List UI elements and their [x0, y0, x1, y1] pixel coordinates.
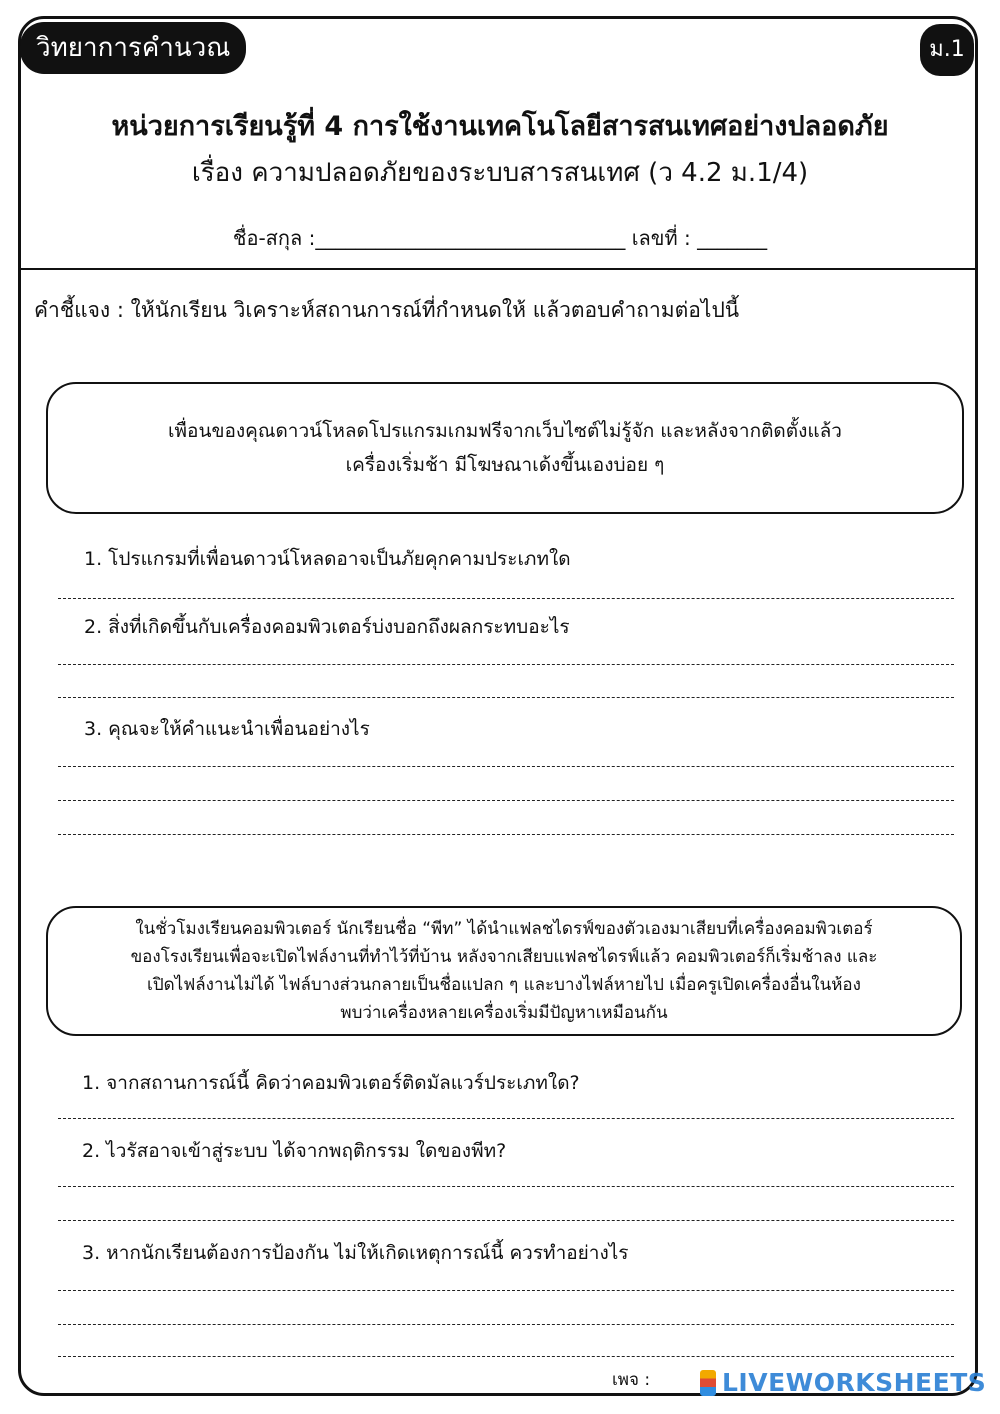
student-info: [40, 222, 960, 254]
liveworksheets-logo-icon: [700, 1370, 716, 1396]
lesson-subtitle: เรื่อง ความปลอดภัยของระบบสารสนเทศ (ว 4.2 ม.1/4): [191, 158, 809, 188]
answer-line[interactable]: [58, 1356, 954, 1357]
subject-badge: วิทยาการคำนวณ: [20, 22, 246, 74]
scenario-1-line: เพื่อนของคุณดาวน์โหลดโปรแกรมเกมฟรีจากเว็บไซต์ไม่รู้จัก และหลังจากติดตั้งแล้ว: [168, 420, 842, 442]
scenario-1-question-3: 3. คุณจะให้คำแนะนำเพื่อนอย่างไร: [84, 718, 370, 740]
scenario-2-text: [131, 915, 878, 1027]
scenario-2-box: [46, 906, 962, 1036]
scenario-2-question-2: 2. ไวรัสอาจเข้าสู่ระบบ ได้จากพฤติกรรม ใดของพีท?: [82, 1140, 507, 1162]
answer-line[interactable]: [58, 800, 954, 801]
footer-credit: เพจ :: [612, 1370, 651, 1390]
name-blank[interactable]: _______________________________: [315, 226, 626, 250]
answer-line[interactable]: [58, 1186, 954, 1187]
scenario-2-question-1: 1. จากสถานการณ์นี้ คิดว่าคอมพิวเตอร์ติดมัลแวร์ประเภทใด?: [82, 1072, 580, 1094]
scenario-1-text: [168, 414, 842, 482]
scenario-2-line: เปิดไฟล์งานไม่ได้ ไฟล์บางส่วนกลายเป็นชื่อแปลก ๆ และบางไฟล์หายไป เมื่อครูเปิดเครื่องอื่นในห้อง: [147, 975, 861, 995]
instructions: คำชี้แจง : ให้นักเรียน วิเคราะห์สถานการณ์ที่กำหนดให้ แล้วตอบคำถามต่อไปนี้: [34, 298, 740, 322]
answer-line[interactable]: [58, 664, 954, 665]
answer-line[interactable]: [58, 1118, 954, 1119]
answer-line[interactable]: [58, 1220, 954, 1221]
watermark-text: LIVEWORKSHEETS: [722, 1368, 987, 1397]
liveworksheets-watermark[interactable]: [700, 1368, 986, 1397]
scenario-2-line: พบว่าเครื่องหลายเครื่องเริ่มมีปัญหาเหมือนกัน: [340, 1003, 668, 1023]
answer-line[interactable]: [58, 697, 954, 698]
number-blank[interactable]: _______: [697, 226, 768, 250]
scenario-1-line: เครื่องเริ่มช้า มีโฆษณาเด้งขึ้นเองบ่อย ๆ: [345, 454, 665, 476]
scenario-1-question-1: 1. โปรแกรมที่เพื่อนดาวน์โหลดอาจเป็นภัยคุกคามประเภทใด: [84, 548, 571, 570]
unit-title: หน่วยการเรียนรู้ที่ 4 การใช้งานเทคโนโลยีสารสนเทศอย่างปลอดภัย: [111, 111, 889, 142]
answer-line[interactable]: [58, 1290, 954, 1291]
answer-line[interactable]: [58, 1324, 954, 1325]
scenario-2-question-3: 3. หากนักเรียนต้องการป้องกัน ไม่ให้เกิดเหตุการณ์นี้ ควรทำอย่างไร: [82, 1242, 629, 1264]
grade-badge: ม.1: [920, 24, 974, 76]
scenario-2-line: ในชั่วโมงเรียนคอมพิวเตอร์ นักเรียนชื่อ “พีท” ได้นำแฟลชไดรฟ์ของตัวเองมาเสียบที่เครื่องคอมพิวเตอร์: [135, 919, 873, 939]
scenario-1-question-2: 2. สิ่งที่เกิดขึ้นกับเครื่องคอมพิวเตอร์บ่งบอกถึงผลกระทบอะไร: [84, 616, 570, 638]
name-label: ชื่อ-สกุล :: [232, 226, 316, 250]
scenario-1-box: [46, 382, 964, 514]
answer-line[interactable]: [58, 766, 954, 767]
answer-line[interactable]: [58, 598, 954, 599]
scenario-2-line: ของโรงเรียนเพื่อจะเปิดไฟล์งานที่ทำไว้ที่บ้าน หลังจากเสียบแฟลชไดรฟ์แล้ว คอมพิวเตอร์ก็เริ่มช้าลง และ: [130, 947, 878, 967]
answer-line[interactable]: [58, 834, 954, 835]
number-label: เลขที่ :: [631, 226, 691, 250]
header-divider: [18, 268, 978, 270]
